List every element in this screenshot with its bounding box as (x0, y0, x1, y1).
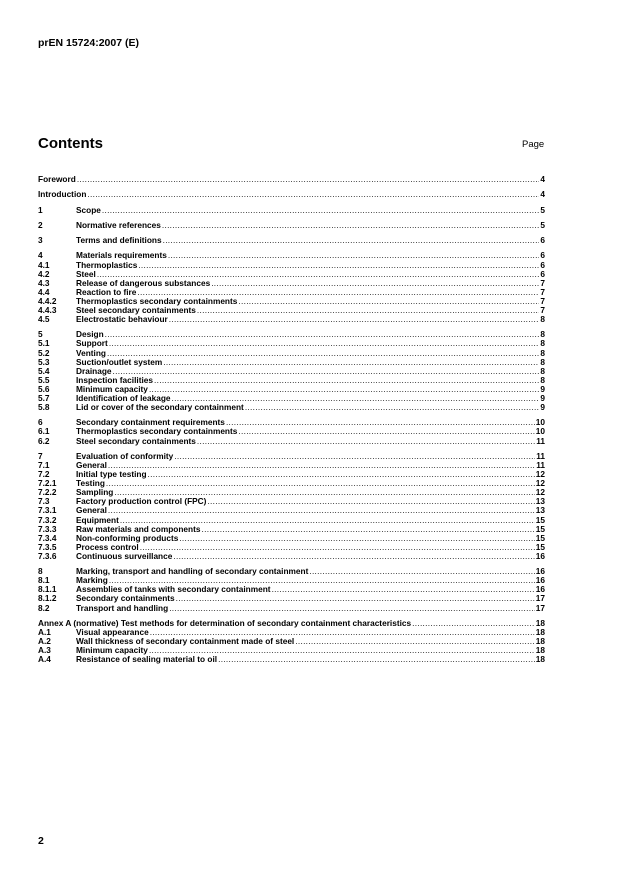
toc-entry-number: 8.1.2 (38, 593, 57, 604)
toc-entry[interactable] (38, 437, 545, 446)
toc-entry-number: A.1 (38, 626, 51, 637)
toc-entry-number: 7.3 (38, 496, 50, 507)
toc-entry-page: 8 (540, 314, 545, 325)
toc-entry-number: 4.5 (38, 314, 50, 325)
toc-entry-number: 4.3 (38, 277, 50, 288)
toc-entry[interactable] (38, 175, 545, 184)
toc-entry-page: 8 (540, 347, 545, 358)
page-column-label: Page (522, 139, 545, 150)
toc-leader-dots (140, 543, 535, 552)
toc-entry-page: 5 (540, 219, 545, 230)
toc-entry-page: 7 (540, 277, 545, 288)
toc-entry-page: 11 (536, 459, 545, 470)
toc-entry-title: Venting (76, 347, 106, 358)
toc-leader-dots (77, 175, 540, 184)
toc-entry-number: 1 (38, 204, 43, 215)
toc-leader-dots (169, 315, 540, 324)
toc-entry-page: 15 (535, 523, 545, 534)
toc-entry-page: 5 (540, 204, 545, 215)
toc-entry-number: 7.2 (38, 469, 50, 480)
toc-entry-number: 5 (38, 329, 43, 340)
toc-entry-number: 7.3.3 (38, 523, 57, 534)
toc-entry-number: 4.4.2 (38, 295, 57, 306)
toc-entry-number: 5.1 (38, 338, 50, 349)
toc-entry[interactable] (38, 358, 545, 367)
toc-entry-title: Resistance of sealing material to oil (76, 654, 218, 665)
toc-entry-title: Thermoplastics secondary containments (76, 426, 238, 437)
toc-entry-title: Secondary containments (76, 593, 175, 604)
toc-leader-dots (226, 418, 535, 427)
table-of-contents (38, 175, 545, 664)
toc-entry-page: 18 (535, 636, 545, 646)
toc-entry-page: 17 (535, 602, 545, 613)
toc-entry-page: 7 (540, 295, 545, 306)
toc-entry-title: Transport and handling (76, 602, 169, 613)
toc-leader-dots (412, 619, 535, 628)
toc-entry-page: 16 (535, 584, 545, 595)
toc-entry-page: 13 (535, 496, 545, 507)
toc-entry-number: 4.4.3 (38, 304, 57, 315)
toc-entry-number: 7 (38, 450, 43, 461)
toc-entry-page: 15 (535, 514, 545, 525)
toc-entry-page: 6 (540, 250, 545, 261)
toc-entry-page: 12 (535, 487, 545, 498)
toc-entry-title: Electrostatic behaviour (76, 314, 168, 325)
toc-leader-dots (207, 497, 534, 506)
toc-entry-title: Minimum capacity (76, 645, 148, 656)
toc-entry[interactable] (38, 452, 545, 461)
toc-entry[interactable] (38, 206, 545, 215)
toc-leader-dots (218, 655, 535, 664)
toc-entry-title: Thermoplastics (76, 259, 138, 270)
toc-leader-dots (238, 297, 539, 306)
toc-entry-number: 5.4 (38, 365, 50, 376)
toc-entry[interactable] (38, 261, 545, 270)
toc-entry-title: Wall thickness of secondary containment made of steel (76, 636, 295, 646)
toc-entry[interactable] (38, 190, 545, 199)
toc-entry-page: 10 (535, 426, 545, 437)
toc-entry-number: 5.6 (38, 383, 50, 394)
toc-entry-page: 8 (540, 338, 545, 349)
toc-entry-title: General (76, 459, 107, 470)
toc-entry-page: 8 (540, 374, 545, 385)
toc-leader-dots (176, 594, 535, 603)
toc-leader-dots (245, 403, 540, 412)
toc-entry-title: Normative references (76, 219, 161, 230)
toc-entry-title: Annex A (normative) Test methods for determination of secondary containment characteristics (38, 617, 412, 628)
toc-entry-title: Design (76, 329, 104, 340)
toc-leader-dots (106, 479, 535, 488)
toc-leader-dots (105, 330, 540, 339)
toc-leader-dots (108, 461, 535, 470)
toc-entry[interactable] (38, 552, 545, 561)
toc-entry-number: A.2 (38, 636, 51, 646)
toc-entry[interactable] (38, 470, 545, 479)
toc-entry-page: 18 (535, 617, 545, 628)
toc-entry[interactable] (38, 330, 545, 339)
toc-entry-page: 12 (535, 478, 545, 489)
toc-entry-number: 8 (38, 566, 43, 577)
toc-entry-title: Support (76, 338, 108, 349)
toc-entry-page: 8 (540, 356, 545, 367)
toc-leader-dots (295, 637, 535, 646)
toc-leader-dots (272, 585, 535, 594)
toc-leader-dots (138, 261, 539, 270)
toc-entry-page: 16 (535, 575, 545, 586)
toc-entry-number: 5.3 (38, 356, 50, 367)
toc-entry-title: Release of dangerous substances (76, 277, 211, 288)
toc-entry[interactable] (38, 221, 545, 230)
toc-leader-dots (163, 358, 539, 367)
toc-entry-page: 6 (540, 259, 545, 270)
toc-entry-title: Introduction (38, 189, 87, 200)
toc-entry-number: 6.2 (38, 435, 50, 446)
toc-leader-dots (109, 339, 540, 348)
toc-leader-dots (163, 236, 540, 245)
toc-entry-title: Initial type testing (76, 469, 147, 480)
toc-entry-number: 8.2 (38, 602, 50, 613)
toc-leader-dots (108, 506, 535, 515)
toc-entry-number: 5.2 (38, 347, 50, 358)
toc-entry-number: 5.8 (38, 402, 50, 413)
toc-entry-page: 15 (535, 541, 545, 552)
toc-entry-title: Continuous surveillance (76, 550, 173, 561)
toc-entry-title: Assemblies of tanks with secondary containment (76, 584, 271, 595)
toc-entry-number: 6 (38, 417, 43, 428)
toc-entry-title: Thermoplastics secondary containments (76, 295, 238, 306)
toc-entry-title: Inspection facilities (76, 374, 153, 385)
toc-leader-dots (162, 221, 540, 230)
toc-entry-title: Marking (76, 575, 108, 586)
toc-leader-dots (149, 385, 539, 394)
toc-entry-title: Process control (76, 541, 139, 552)
toc-entry-page: 17 (535, 593, 545, 604)
toc-leader-dots (169, 604, 535, 613)
toc-entry-title: Scope (76, 204, 101, 215)
document-id: prEN 15724:2007 (E) (38, 37, 139, 49)
toc-entry-number: 4 (38, 250, 43, 261)
toc-entry-title: Drainage (76, 365, 112, 376)
toc-leader-dots (202, 525, 535, 534)
toc-entry-page: 11 (536, 435, 545, 446)
toc-leader-dots (197, 306, 539, 315)
toc-entry-title: Evaluation of conformity (76, 450, 174, 461)
toc-entry[interactable] (38, 479, 545, 488)
toc-entry[interactable] (38, 497, 545, 506)
toc-entry[interactable] (38, 339, 545, 348)
toc-entry-page: 9 (540, 402, 545, 413)
toc-entry-page: 12 (535, 469, 545, 480)
toc-entry-page: 18 (535, 654, 545, 665)
toc-entry-title: Marking, transport and handling of secondary containment (76, 566, 309, 577)
toc-entry-title: Equipment (76, 514, 119, 525)
toc-leader-dots (148, 470, 535, 479)
toc-entry-page: 16 (535, 550, 545, 561)
toc-entry-number: 7.2.1 (38, 478, 57, 489)
toc-entry-title: Materials requirements (76, 250, 167, 261)
toc-entry-number: 7.3.4 (38, 532, 57, 543)
toc-entry-title: Identification of leakage (76, 393, 171, 403)
toc-leader-dots (87, 190, 539, 199)
toc-entry-number: 5.5 (38, 374, 50, 385)
toc-entry-title: Foreword (38, 174, 76, 184)
toc-leader-dots (179, 534, 534, 543)
toc-leader-dots (113, 367, 540, 376)
toc-entry[interactable] (38, 403, 545, 412)
toc-entry-title: Factory production control (FPC) (76, 496, 207, 507)
toc-entry-number: 7.3.1 (38, 505, 57, 516)
toc-entry[interactable] (38, 567, 545, 576)
toc-leader-dots (197, 437, 535, 446)
toc-entry-number: 7.3.6 (38, 550, 57, 561)
toc-entry-number: 2 (38, 219, 43, 230)
toc-entry-number: 4.1 (38, 259, 50, 270)
toc-entry-number: 7.2.2 (38, 487, 57, 498)
toc-entry-title: Minimum capacity (76, 383, 148, 394)
toc-entry-page: 13 (535, 505, 545, 516)
toc-entry-title: Visual appearance (76, 626, 149, 637)
toc-entry-page: 9 (540, 383, 545, 394)
toc-entry-title: General (76, 505, 107, 516)
toc-entry-title: Secondary containment requirements (76, 417, 225, 428)
toc-entry-page: 7 (540, 304, 545, 315)
page-number: 2 (38, 835, 44, 847)
toc-entry-page: 16 (535, 566, 545, 577)
toc-entry-page: 15 (535, 532, 545, 543)
toc-entry-page: 8 (540, 329, 545, 340)
toc-entry[interactable] (38, 236, 545, 245)
toc-entry-title: Non-conforming products (76, 532, 179, 543)
toc-leader-dots (168, 251, 540, 260)
toc-entry-number: A.4 (38, 654, 51, 665)
toc-entry-number: 5.7 (38, 393, 50, 403)
toc-entry-page: 18 (535, 645, 545, 656)
toc-leader-dots (174, 452, 535, 461)
toc-entry-title: Suction/outlet system (76, 356, 163, 367)
toc-entry-page: 6 (540, 235, 545, 246)
toc-entry-number: 3 (38, 235, 43, 246)
toc-entry-page: 8 (540, 365, 545, 376)
page-title: Contents (38, 135, 103, 152)
toc-entry-page: 6 (540, 268, 545, 279)
toc-entry-title: Steel secondary containments (76, 304, 196, 315)
toc-leader-dots (154, 376, 539, 385)
toc-leader-dots (102, 206, 539, 215)
toc-entry-title: Raw materials and components (76, 523, 201, 534)
toc-entry-number: 7.3.2 (38, 514, 57, 525)
toc-entry[interactable] (38, 315, 545, 324)
toc-entry-number: 6.1 (38, 426, 50, 437)
toc-entry-page: 11 (536, 450, 545, 461)
toc-entry-page: 4 (540, 174, 545, 184)
toc-entry-title: Testing (76, 478, 105, 489)
toc-entry-title: Steel (76, 268, 96, 279)
toc-entry-number: 8.1 (38, 575, 50, 586)
toc-entry-number: 7.3.5 (38, 541, 57, 552)
toc-entry-page: 10 (535, 417, 545, 428)
toc-leader-dots (211, 279, 539, 288)
toc-entry-title: Terms and definitions (76, 235, 162, 246)
toc-entry-page: 18 (535, 626, 545, 637)
toc-entry-number: 7.1 (38, 459, 50, 470)
toc-entry-number: 4.2 (38, 268, 50, 279)
toc-entry-page: 9 (540, 393, 545, 403)
toc-entry-number: A.3 (38, 645, 51, 656)
toc-entry-page: 7 (540, 286, 545, 297)
toc-leader-dots (238, 427, 534, 436)
toc-entry-page: 4 (540, 189, 545, 200)
toc-leader-dots (173, 552, 534, 561)
toc-entry[interactable] (38, 604, 545, 613)
toc-entry-title: Reaction to fire (76, 286, 137, 297)
toc-entry-title: Sampling (76, 487, 114, 498)
toc-entry-title: Lid or cover of the secondary containment (76, 402, 244, 413)
toc-entry-number: 4.4 (38, 286, 50, 297)
toc-entry-number: 8.1.1 (38, 584, 57, 595)
toc-entry[interactable] (38, 655, 545, 664)
toc-leader-dots (309, 567, 534, 576)
toc-entry-title: Steel secondary containments (76, 435, 196, 446)
toc-leader-dots (107, 349, 539, 358)
